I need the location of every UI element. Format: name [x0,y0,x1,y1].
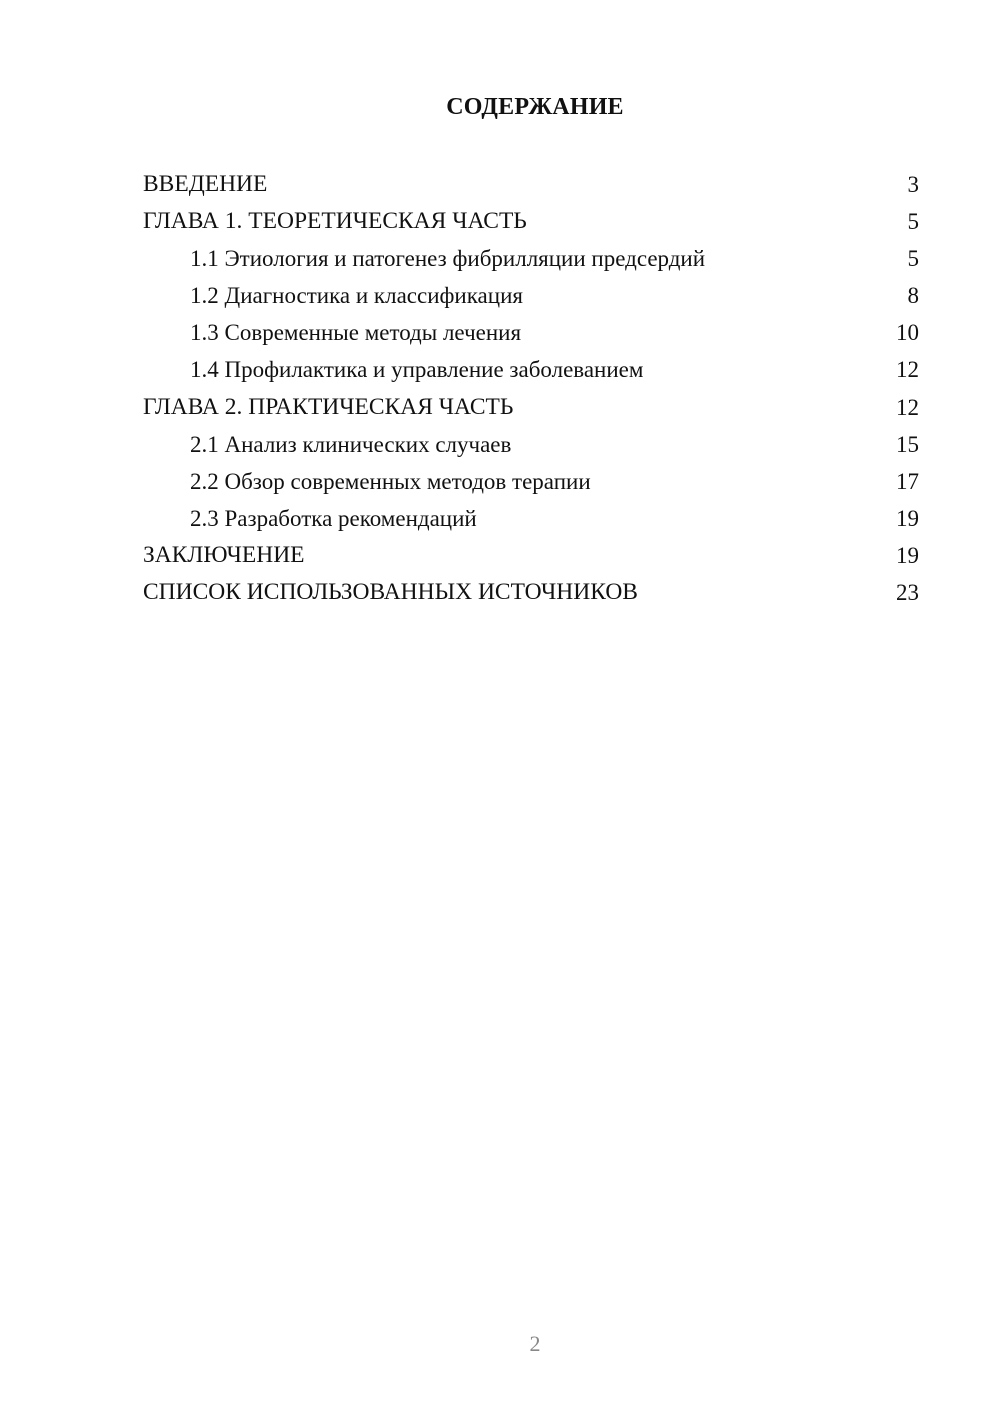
toc-entry-conclusion [143,537,919,574]
toc-entry-label: 1.1 Этиология и патогенез фибрилляции предсердий [190,246,706,272]
toc-entry-label: СПИСОК ИСПОЛЬЗОВАННЫХ ИСТОЧНИКОВ [143,579,638,606]
toc-entry-introduction [143,166,919,203]
toc-entry-label: 2.2 Обзор современных методов терапии [190,468,591,494]
toc-entry-label: ГЛАВА 1. ТЕОРЕТИЧЕСКАЯ ЧАСТЬ [143,208,527,235]
toc-entry-page: 10 [896,320,919,346]
toc-entry-section-1-4 [143,351,919,388]
toc-entry-section-1-1 [143,240,919,277]
toc-entry-label: 1.3 Современные методы лечения [190,320,522,346]
toc-entry-label: 2.1 Анализ клинических случаев [190,431,512,457]
toc-entry-section-2-1 [143,426,919,463]
toc-entry-label: ВВЕДЕНИЕ [143,171,268,197]
table-of-contents [143,166,919,611]
page-number: 2 [529,1331,541,1356]
toc-entry-page: 23 [896,580,919,606]
toc-entry-label: ЗАКЛЮЧЕНИЕ [143,541,305,568]
toc-entry-label: 2.3 Разработка рекомендаций [190,505,477,531]
toc-entry-page: 19 [896,542,919,568]
toc-entry-page: 3 [907,172,919,197]
toc-entry-section-1-3 [143,314,919,351]
toc-heading: СОДЕРЖАНИЕ [446,94,624,120]
toc-entry-section-2-2 [143,463,919,500]
toc-entry-section-2-3 [143,500,919,537]
toc-entry-chapter-2 [143,389,919,426]
toc-entry-chapter-1 [143,203,919,240]
toc-entry-section-1-2 [143,277,919,314]
toc-entry-page: 19 [896,505,919,531]
toc-entry-page: 17 [896,468,919,494]
toc-entry-page: 5 [907,209,919,235]
toc-entry-page: 5 [907,246,919,272]
toc-entry-label: ГЛАВА 2. ПРАКТИЧЕСКАЯ ЧАСТЬ [143,393,514,420]
toc-entry-page: 8 [907,283,919,309]
toc-entry-page: 12 [896,394,919,420]
toc-entry-label: 1.4 Профилактика и управление заболеванием [190,357,644,383]
toc-entry-page: 12 [896,357,919,383]
toc-entry-page: 15 [896,431,919,457]
toc-entry-label: 1.2 Диагностика и классификация [190,283,523,309]
toc-entry-references [143,574,919,611]
